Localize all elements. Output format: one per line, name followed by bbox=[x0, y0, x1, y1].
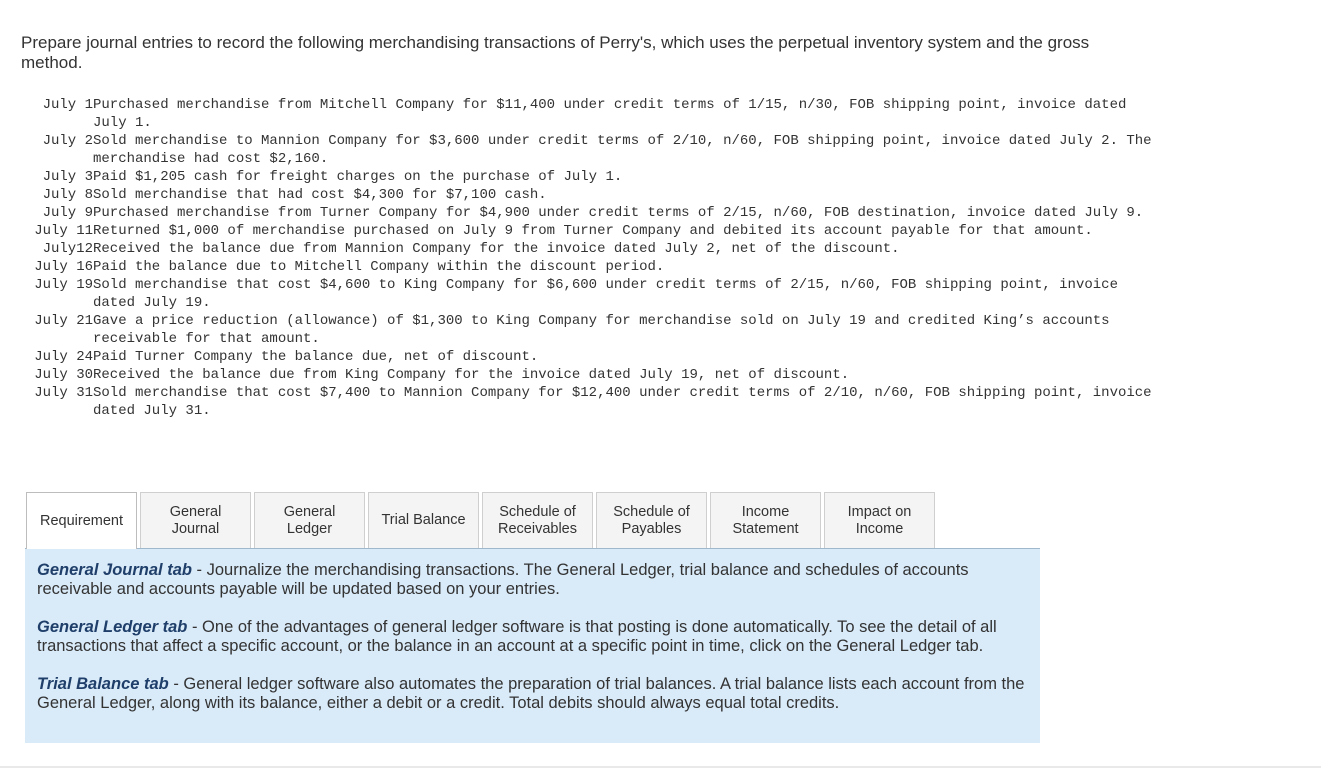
instruction-paragraph bbox=[37, 618, 1028, 656]
transaction-row bbox=[21, 186, 1161, 204]
transaction-row bbox=[21, 384, 1161, 420]
transaction-text: Gave a price reduction (allowance) of $1,300 to King Company for merchandise sold on July 19 and credited King’s accounts receivable for that amount. bbox=[93, 313, 1118, 347]
instruction-text: - General ledger software also automates the preparation of trial balances. A trial balance lists each account from the General Ledger, along with its balance, either a debit or a credit. Total debits should always equal total credits. bbox=[37, 675, 1025, 712]
transaction-list bbox=[21, 96, 1161, 420]
transaction-text: Purchased merchandise from Mitchell Company for $11,400 under credit terms of 1/15, n/30, FOB shipping point, invoice dated July 1. bbox=[93, 97, 1135, 131]
transaction-text: Purchased merchandise from Turner Company for $4,900 under credit terms of 2/15, n/60, FOB destination, invoice dated July 9. bbox=[93, 205, 1144, 221]
transaction-row bbox=[21, 204, 1161, 222]
transaction-date: July 30 bbox=[34, 367, 93, 383]
transaction-row bbox=[21, 96, 1161, 132]
transaction-text: Sold merchandise that cost $4,600 to King Company for $6,600 under credit terms of 2/15, n/60, FOB shipping point, invoice dated July 19. bbox=[93, 277, 1127, 311]
instruction-text: - Journalize the merchandising transactions. The General Ledger, trial balance and schedules of accounts receivable and accounts payable will be updated based on your entries. bbox=[37, 561, 969, 598]
transaction-row bbox=[21, 276, 1161, 312]
transaction-date: July 16 bbox=[34, 259, 93, 275]
tab-requirement[interactable]: Requirement bbox=[26, 492, 137, 549]
transaction-date: July 3 bbox=[42, 169, 93, 185]
transaction-row bbox=[21, 168, 1161, 186]
transaction-row bbox=[21, 348, 1161, 366]
transaction-row bbox=[21, 132, 1161, 168]
problem-prompt: Prepare journal entries to record the following merchandising transactions of Perry's, which uses the perpetual inventory system and the gross method. bbox=[21, 33, 1090, 72]
transaction-text: Returned $1,000 of merchandise purchased on July 9 from Turner Company and debited its account payable for that amount. bbox=[93, 223, 1093, 239]
transaction-date: July 19 bbox=[34, 277, 93, 293]
transaction-row bbox=[21, 258, 1161, 276]
transaction-row bbox=[21, 222, 1161, 240]
transaction-text: Received the balance due from Mannion Company for the invoice dated July 2, net of the discount. bbox=[93, 241, 900, 257]
tab-trial-balance[interactable]: Trial Balance bbox=[368, 492, 479, 548]
transaction-text: Paid the balance due to Mitchell Company within the discount period. bbox=[93, 259, 665, 275]
transaction-date: July 31 bbox=[34, 385, 93, 401]
transaction-text: Paid $1,205 cash for freight charges on the purchase of July 1. bbox=[93, 169, 623, 185]
requirement-panel bbox=[25, 548, 1040, 743]
transaction-date: July 9 bbox=[42, 205, 93, 221]
tab-bar bbox=[26, 492, 938, 548]
tab-schedule-of-receivables[interactable]: Schedule of Receivables bbox=[482, 492, 593, 548]
instruction-label: General Journal tab bbox=[37, 561, 192, 579]
transaction-text: Received the balance due from King Company for the invoice dated July 19, net of discount. bbox=[93, 367, 850, 383]
instruction-label: General Ledger tab bbox=[37, 618, 188, 636]
instruction-paragraph bbox=[37, 675, 1028, 713]
transaction-text: Sold merchandise that cost $7,400 to Mannion Company for $12,400 under credit terms of 2/10, n/60, FOB shipping point, invoice dated July 31. bbox=[93, 385, 1160, 419]
transaction-row bbox=[21, 312, 1161, 348]
transaction-date: July 24 bbox=[34, 349, 93, 365]
transaction-text: Sold merchandise to Mannion Company for $3,600 under credit terms of 2/10, n/60, FOB shipping point, invoice dated July 2. The merchandise had cost $2,160. bbox=[93, 133, 1160, 167]
instruction-text: - One of the advantages of general ledger software is that posting is done automatically. To see the detail of all transactions that affect a specific account, or the balance in an account at a specific point in time, click on the General Ledger tab. bbox=[37, 618, 997, 655]
tab-schedule-of-payables[interactable]: Schedule of Payables bbox=[596, 492, 707, 548]
transaction-text: Sold merchandise that had cost $4,300 for $7,100 cash. bbox=[93, 187, 547, 203]
transaction-date: July 21 bbox=[34, 313, 93, 329]
tab-impact-on-income[interactable]: Impact on Income bbox=[824, 492, 935, 548]
transaction-date: July 8 bbox=[42, 187, 93, 203]
transaction-row bbox=[21, 366, 1161, 384]
transaction-date: July 2 bbox=[42, 133, 93, 149]
transaction-row bbox=[21, 240, 1161, 258]
transaction-date: July12 bbox=[42, 241, 93, 257]
tab-general-ledger[interactable]: General Ledger bbox=[254, 492, 365, 548]
tab-general-journal[interactable]: General Journal bbox=[140, 492, 251, 548]
transaction-date: July 1 bbox=[42, 97, 93, 113]
instruction-label: Trial Balance tab bbox=[37, 675, 169, 693]
transaction-date: July 11 bbox=[34, 223, 93, 239]
tab-income-statement[interactable]: Income Statement bbox=[710, 492, 821, 548]
instruction-paragraph bbox=[37, 561, 1028, 599]
transaction-text: Paid Turner Company the balance due, net of discount. bbox=[93, 349, 539, 365]
